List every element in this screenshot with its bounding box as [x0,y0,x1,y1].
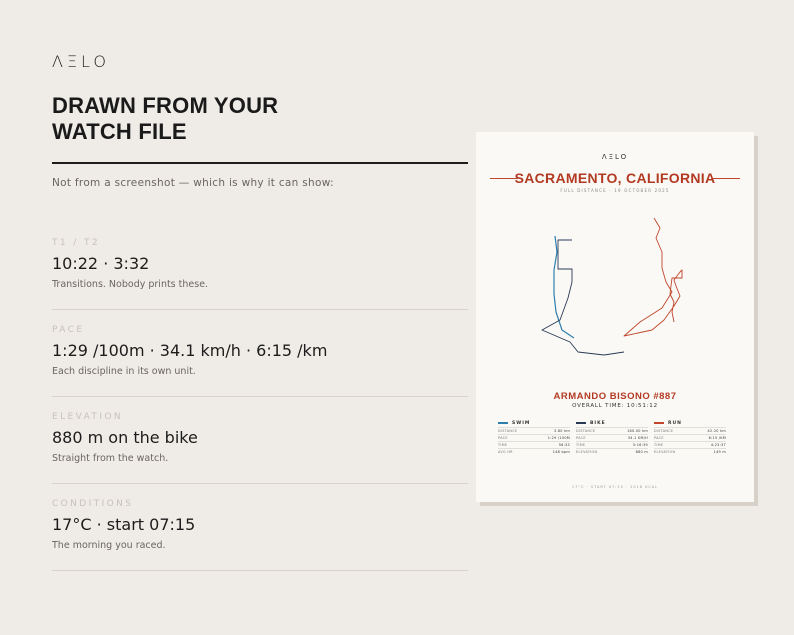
stat-value: 6:15 /KM [708,436,726,440]
stat-value: 5:16:39 [632,443,648,447]
feature-description: Each discipline in its own unit. [52,366,196,377]
run-route [624,218,682,336]
feature-divider [52,309,468,310]
stat-row [498,434,570,441]
swim-stats [498,419,570,455]
stat-row [576,427,648,434]
run-heading: RUN [668,420,682,426]
stat-row [576,441,648,448]
page-headline [52,93,412,145]
stat-row [498,448,570,455]
stat-label: TIME [654,443,664,447]
brand-logo: ΛΞLO [52,52,110,71]
stat-label: DISTANCE [576,429,596,433]
feature-label: T1 / T2 [52,238,101,248]
feature-transitions [52,238,468,290]
stat-value: 148 bpm [552,450,570,454]
stat-label: DISTANCE [498,429,518,433]
stat-value: 56:33 [558,443,570,447]
feature-pace [52,325,468,377]
feature-divider [52,570,468,571]
poster-footer: 17°C · START 07:15 · 2018 KCAL [571,485,659,489]
route-map [476,212,754,372]
feature-value: 1:29 /100m · 34.1 km/h · 6:15 /km [52,341,328,360]
feature-value: 880 m on the bike [52,428,198,447]
poster-subtitle: FULL DISTANCE · 19 OCTOBER 2025 [560,188,670,193]
bike-color-bar [576,422,586,424]
stat-row [654,441,726,448]
stat-value: 42.20 km [707,429,726,433]
poster-title: SACRAMENTO, CALIFORNIA [514,170,716,186]
stat-row [576,434,648,441]
feature-description: Transitions. Nobody prints these. [52,279,209,290]
feature-label: PACE [52,325,85,335]
headline-line-1: DRAWN FROM YOUR [52,93,279,118]
stat-row [654,427,726,434]
stat-row [654,434,726,441]
feature-value: 17°C · start 07:15 [52,515,196,534]
feature-label: CONDITIONS [52,499,134,509]
stat-value: 4:23:37 [710,443,726,447]
headline-divider [52,162,468,164]
run-color-bar [654,422,664,424]
headline-line-2: WATCH FILE [52,119,187,144]
stat-row [654,448,726,455]
stat-value: 34.1 KM/H [627,436,648,440]
intro-text: Not from a screenshot — which is why it can show: [52,177,334,189]
feature-conditions [52,499,468,551]
bike-stats [576,419,648,455]
stat-label: TIME [498,443,508,447]
feature-elevation [52,412,468,464]
feature-value: 10:22 · 3:32 [52,254,150,273]
stat-row [498,427,570,434]
feature-label: ELEVATION [52,412,123,422]
overall-time: OVERALL TIME: 10:51:12 [572,403,658,409]
stat-value: 3.80 km [554,429,570,433]
stat-row [576,448,648,455]
stat-label: PACE [576,436,586,440]
stat-value: 180.00 km [627,429,648,433]
stat-label: ELEVATION [654,450,676,454]
stat-label: ELEVATION [576,450,598,454]
race-poster [476,132,754,502]
feature-divider [52,396,468,397]
stat-label: AVG HR [498,450,513,454]
stat-row [498,441,570,448]
stat-label: PACE [498,436,508,440]
athlete-name: ARMANDO BISONO #887 [553,391,677,402]
stat-value: 149 m [713,450,726,454]
stat-label: PACE [654,436,664,440]
swim-heading: SWIM [512,420,531,426]
feature-divider [52,483,468,484]
swim-color-bar [498,422,508,424]
bike-heading: BIKE [590,420,606,426]
feature-description: The morning you raced. [52,540,166,551]
poster-logo: ΛΞLO [601,153,629,161]
stat-value: 880 m [635,450,648,454]
stat-value: 1:29 /100M [547,436,570,440]
stat-label: TIME [576,443,586,447]
feature-description: Straight from the watch. [52,453,169,464]
stat-label: DISTANCE [654,429,674,433]
run-stats [654,419,726,455]
